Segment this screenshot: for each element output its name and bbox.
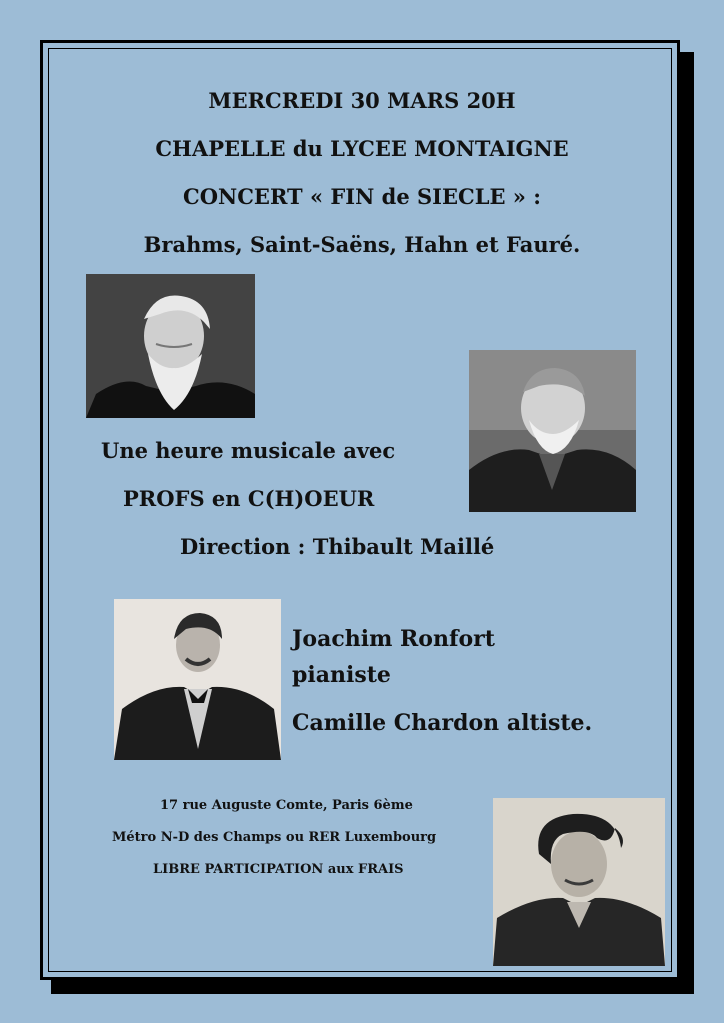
transport-text: Métro N-D des Champs ou RER Luxembourg: [112, 830, 437, 845]
portrait-brahms: [86, 274, 255, 418]
portrait-hahn: [114, 599, 281, 760]
date-time-heading: MERCREDI 30 MARS 20H: [208, 88, 516, 113]
portrait-faure: [493, 798, 665, 966]
address-text: 17 rue Auguste Comte, Paris 6ème: [160, 798, 413, 813]
choir-name: PROFS en C(H)OEUR: [123, 486, 375, 511]
participation-text: LIBRE PARTICIPATION aux FRAIS: [153, 862, 404, 877]
concert-title-heading: CONCERT « FIN de SIECLE » :: [183, 184, 541, 209]
venue-heading: CHAPELLE du LYCEE MONTAIGNE: [155, 136, 569, 161]
intro-text: Une heure musicale avec: [101, 438, 396, 463]
violist-name: Camille Chardon altiste.: [292, 710, 593, 736]
portrait-saint-saens: [469, 350, 636, 512]
pianist-name: Joachim Ronfort: [292, 626, 495, 652]
pianist-role: pianiste: [292, 662, 391, 688]
composers-heading: Brahms, Saint-Saëns, Hahn et Fauré.: [143, 232, 581, 257]
director-text: Direction : Thibault Maillé: [180, 534, 495, 559]
